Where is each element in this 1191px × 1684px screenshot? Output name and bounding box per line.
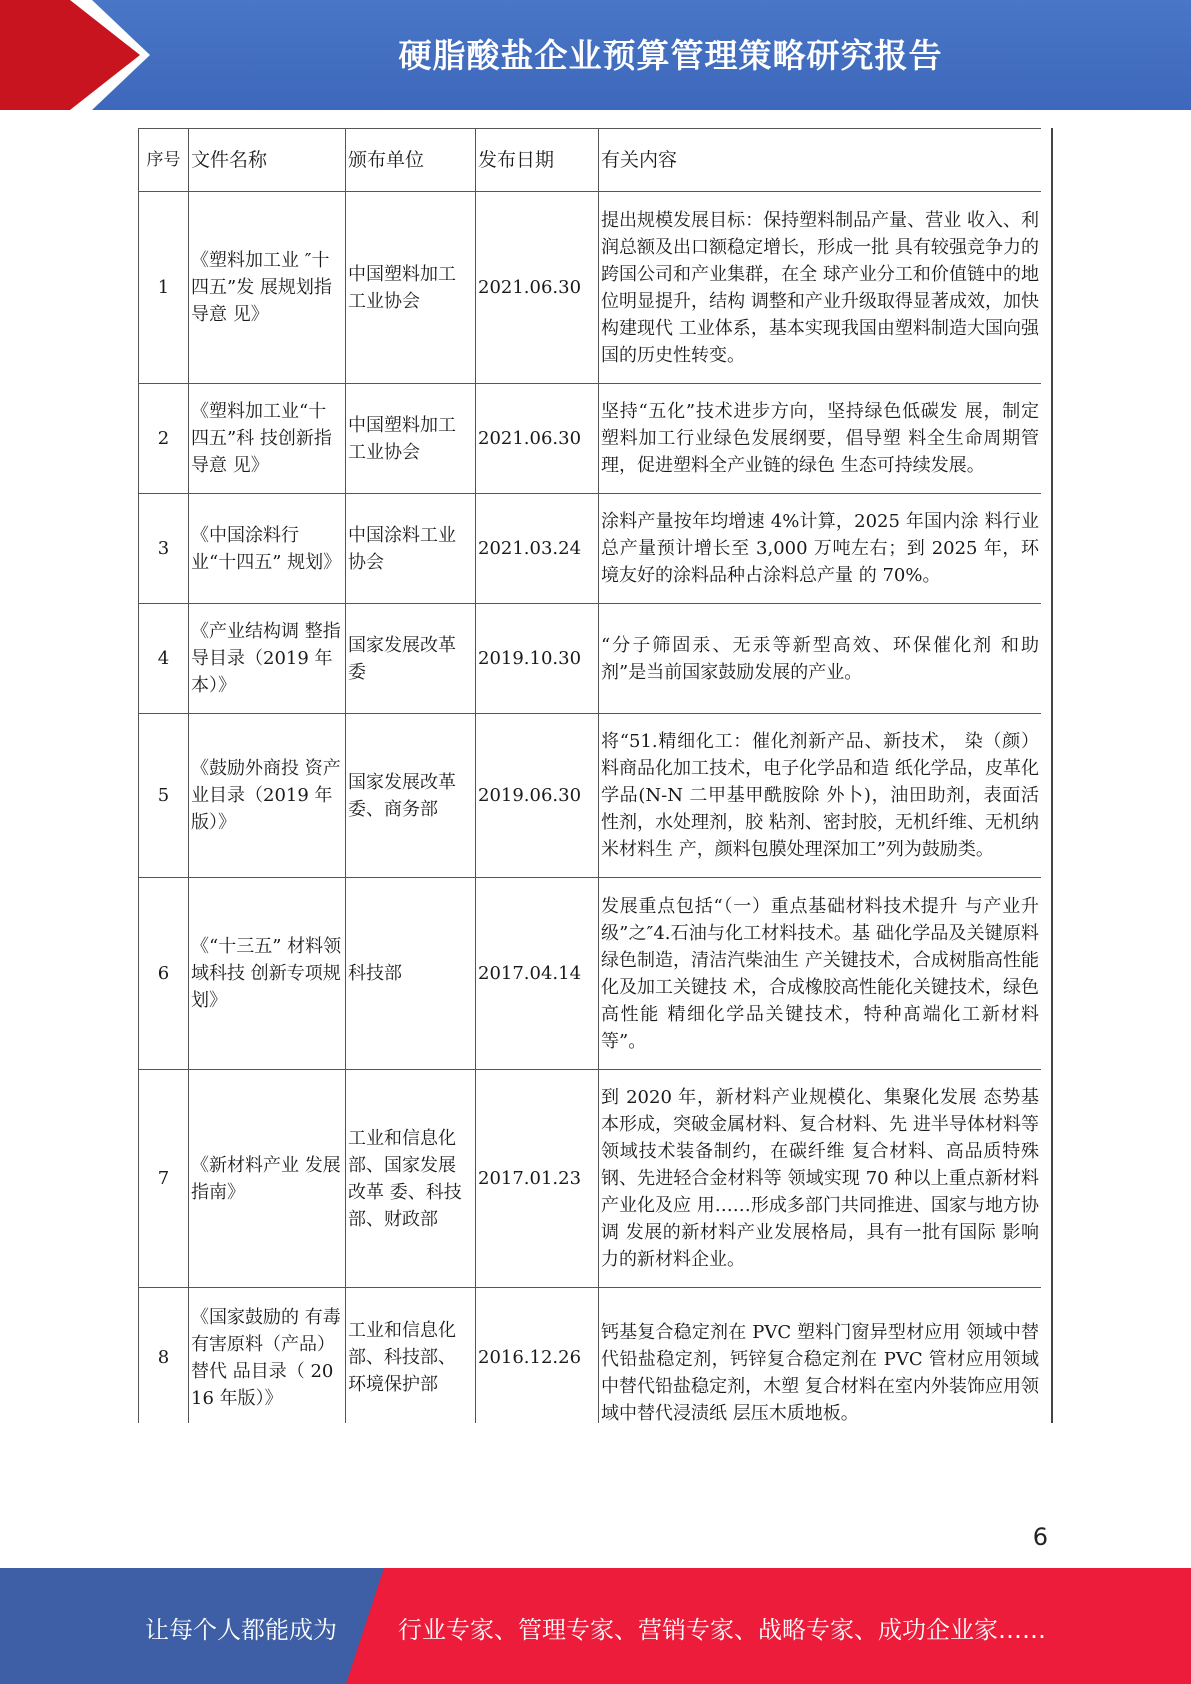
issuing-unit: 科技部	[346, 878, 476, 1070]
table-row	[139, 192, 1042, 384]
policy-table	[138, 128, 1041, 1423]
issuing-unit: 国家发展改革委	[346, 604, 476, 714]
issuing-unit: 中国涂料工业协会	[346, 494, 476, 604]
page-header	[0, 0, 1191, 110]
report-title: 硬脂酸盐企业预算管理策略研究报告	[398, 36, 943, 75]
policy-table-container	[138, 128, 1041, 1423]
row-number: 7	[139, 1070, 189, 1288]
issue-date: 2019.10.30	[476, 604, 599, 714]
table-row	[139, 714, 1042, 878]
issue-date: 2017.04.14	[476, 878, 599, 1070]
related-content: 涂料产量按年均增速 4%计算，2025 年国内涂 料行业总产量预计增长至 3,000 万吨左右；到 2025 年，环境友好的涂料品种占涂料总产量 的 70%。	[599, 494, 1042, 604]
table-row	[139, 494, 1042, 604]
related-content: “分子筛固汞、无汞等新型高效、环保催化剂 和助剂”是当前国家鼓励发展的产业。	[599, 604, 1042, 714]
footer-slogan-left: 让每个人都能成为	[145, 1616, 337, 1644]
column-header-name: 文件名称	[189, 129, 346, 192]
related-content: 发展重点包括“（一）重点基础材料技术提升 与产业升级”之″4.石油与化工材料技术。基 础化学品及关键原料绿色制造，清洁汽柴油生 产关键技术，合成树脂高性能化及加工关键技 术，合成橡胶高性能化关键技术，绿色高性能 精细化学品关键技术，特种髙端化工新材料 等”。	[599, 878, 1042, 1070]
issuing-unit: 中国塑料加工工业协会	[346, 192, 476, 384]
document-name: 《鼓励外商投 资产业目录（2019 年版）》	[189, 714, 346, 878]
table-header-row	[139, 129, 1042, 192]
document-name: 《国家鼓励的 有毒有害原料（产品）替代 品目录（ 2016 年版）》	[189, 1288, 346, 1424]
document-name: 《塑料加工业“十四五”科 技创新指导意 见》	[189, 384, 346, 494]
table-row	[139, 604, 1042, 714]
row-number: 5	[139, 714, 189, 878]
column-header-content: 有关内容	[599, 129, 1042, 192]
table-row	[139, 1070, 1042, 1288]
table-right-rule	[1051, 128, 1053, 1423]
page-footer	[0, 1568, 1191, 1684]
column-header-date: 发布日期	[476, 129, 599, 192]
table-row	[139, 384, 1042, 494]
issue-date: 2021.03.24	[476, 494, 599, 604]
issue-date: 2017.01.23	[476, 1070, 599, 1288]
issuing-unit: 工业和信息化部、科技部、环境保护部	[346, 1288, 476, 1424]
table-row	[139, 1288, 1042, 1424]
row-number: 1	[139, 192, 189, 384]
row-number: 3	[139, 494, 189, 604]
row-number: 8	[139, 1288, 189, 1424]
document-name: 《产业结构调 整指导目录（2019 年本）》	[189, 604, 346, 714]
column-header-no: 序号	[139, 129, 189, 192]
issue-date: 2019.06.30	[476, 714, 599, 878]
footer-slogan-right: 行业专家、管理专家、营销专家、战略专家、成功企业家……	[398, 1616, 1046, 1644]
related-content: 钙基复合稳定剂在 PVC 塑料门窗异型材应用 领域中替代铅盐稳定剂，钙锌复合稳定剂在 PVC 管材应用领域中替代铅盐稳定剂，木塑 复合材料在室内外装饰应用领域中替代浸渍纸 层压木质地板。	[599, 1288, 1042, 1424]
row-number: 4	[139, 604, 189, 714]
issuing-unit: 国家发展改革委、商务部	[346, 714, 476, 878]
issuing-unit: 工业和信息化部、国家发展改革 委、科技 部、财政部	[346, 1070, 476, 1288]
document-name: 《中国涂料行 业“十四五” 规划》	[189, 494, 346, 604]
related-content: 坚持“五化”技术进步方向，坚持绿色低碳发 展，制定塑料加工行业绿色发展纲要，倡导塑 料全生命周期管理，促进塑料全产业链的绿色 生态可持续发展。	[599, 384, 1042, 494]
document-name: 《塑料加工业 ″十四五”发 展规划指导意 见》	[189, 192, 346, 384]
document-name: 《新材料产业 发展指南》	[189, 1070, 346, 1288]
table-row	[139, 878, 1042, 1070]
issue-date: 2016.12.26	[476, 1288, 599, 1424]
related-content: 将“51.精细化工：催化剂新产品、新技术， 染（颜）料商品化加工技术，电子化学品和造 纸化学品，皮革化学品(N-N 二甲基甲酰胺除 外卜)，油田助剂，表面活性剂，水处理剂，胶 粘剂、密封胶，无机纤维、无机纳米材料生 产，颜料包膜处理深加工”列为鼓励类。	[599, 714, 1042, 878]
page-number: 6	[1032, 1523, 1048, 1551]
related-content: 提出规模发展目标：保持塑料制品产量、营业 收入、利润总额及出口额稳定增长，形成一批 具有较强竞争力的跨国公司和产业集群，在全 球产业分工和价值链中的地位明显提升，结构 调整和产业升级取得显著成效，加快构建现代 工业体系，基本实现我国由塑料制造大国向强 国的历史性转变。	[599, 192, 1042, 384]
row-number: 6	[139, 878, 189, 1070]
related-content: 到 2020 年，新材料产业规模化、集聚化发展 态势基本形成，突破金属材料、复合材料、先 进半导体材料等领域技术装备制约，在碳纤维 复合材料、高品质特殊钢、先进轻合金材料等 领域实现 70 种以上重点新材料产业化及应 用……形成多部门共同推进、国家与地方协调 发展的新材料产业发展格局，具有一批有国际 影响力的新材料企业。	[599, 1070, 1042, 1288]
issue-date: 2021.06.30	[476, 384, 599, 494]
row-number: 2	[139, 384, 189, 494]
issuing-unit: 中国塑料加工工业协会	[346, 384, 476, 494]
column-header-issuer: 颁布单位	[346, 129, 476, 192]
issue-date: 2021.06.30	[476, 192, 599, 384]
document-name: 《“十三五” 材料领域科技 创新专项规 划》	[189, 878, 346, 1070]
